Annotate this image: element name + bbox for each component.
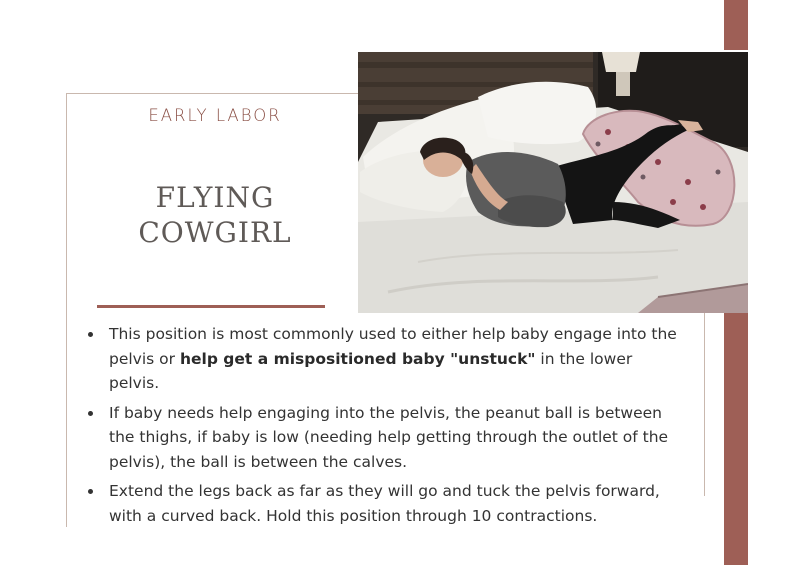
frame-left-line	[66, 93, 67, 527]
bullet-bold-text: help get a mispositioned baby "unstuck"	[179, 349, 536, 368]
pregnant-woman-side-lying-with-peanut-ball-photo-icon	[358, 52, 748, 313]
title-line-1: FLYING	[155, 181, 275, 214]
frame-top-line	[66, 93, 358, 94]
list-item	[86, 401, 686, 475]
frame-right-line	[704, 312, 705, 496]
title-line-2: COWGIRL	[138, 216, 292, 249]
bullet-text: If baby needs help engaging into the pelvis, the peanut ball is between the thighs, if baby is low (needing help getting through the outlet of the pelvis), the ball is between the calves.	[109, 403, 669, 471]
list-item	[86, 322, 686, 396]
bullet-dot-icon	[88, 332, 93, 337]
bullet-dot-icon	[88, 411, 93, 416]
list-item	[86, 479, 686, 528]
bullet-dot-icon	[88, 489, 93, 494]
bullet-text-part: in the lower pelvis.	[109, 349, 633, 392]
section-label: EARLY LABOR	[148, 106, 282, 125]
instruction-list	[86, 322, 686, 533]
title-underline	[97, 305, 325, 308]
bullet-text: Extend the legs back as far as they will go and tuck the pelvis forward, with a curved back. Hold this position through 10 contractions.	[109, 482, 660, 525]
labor-position-photo	[358, 52, 748, 313]
page-title	[110, 180, 320, 250]
bullet-text-part: This position is most commonly used to either help baby engage into the pelvis or	[109, 325, 677, 368]
